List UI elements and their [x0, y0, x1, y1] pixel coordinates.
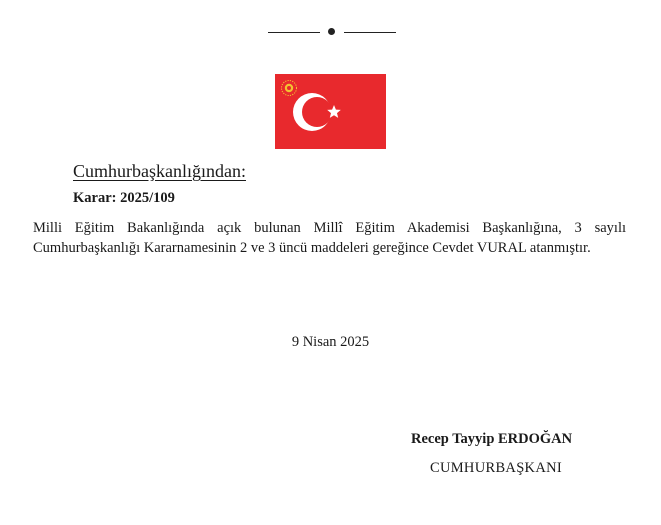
signatory-title: CUMHURBAŞKANI — [430, 460, 562, 476]
decision-number: Karar: 2025/109 — [73, 190, 175, 206]
decision-body-text: Milli Eğitim Bakanlığında açık bulunan Millî Eğitim Akademisi Başkanlığına, 3 sayılı Cumhurbaşkanlığı Kararnamesinin 2 ve 3 üncü maddeleri gereğince Cevdet VURAL atanmıştır. — [33, 220, 626, 256]
document-date: 9 Nisan 2025 — [291, 334, 370, 350]
ornament-left-line — [268, 32, 320, 33]
presidential-seal-flag-icon — [275, 74, 386, 149]
header-ornament — [268, 22, 396, 42]
issuer-heading: Cumhurbaşkanlığından: — [73, 161, 246, 181]
crescent-inner — [302, 97, 332, 127]
signatory-name: Recep Tayyip ERDOĞAN — [411, 431, 573, 447]
ornament-right-line — [344, 32, 396, 33]
ornament-dot — [328, 28, 335, 35]
